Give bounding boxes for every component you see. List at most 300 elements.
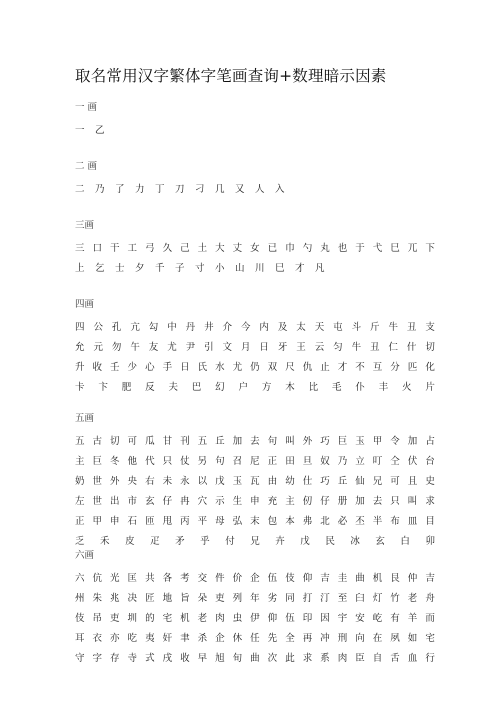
character-row xyxy=(75,492,435,512)
character: 乏 xyxy=(75,536,85,547)
character: 瓦 xyxy=(250,476,260,487)
character: 旨 xyxy=(180,593,190,604)
character: 肉 xyxy=(337,653,348,664)
character: 玄 xyxy=(145,496,155,507)
character: 旦 xyxy=(302,456,313,467)
character: 夷 xyxy=(145,633,155,644)
character: 午 xyxy=(130,342,140,353)
character: 仰 xyxy=(302,573,313,584)
character: 另 xyxy=(197,456,208,467)
character: 老 xyxy=(407,593,418,604)
character: 禾 xyxy=(100,536,110,547)
character: 代 xyxy=(145,456,155,467)
character: 夕 xyxy=(135,263,145,274)
section-stroke-1 xyxy=(75,101,435,141)
character: 戊 xyxy=(215,476,225,487)
character: 亦 xyxy=(110,633,120,644)
character: 旬 xyxy=(232,653,243,664)
character: 包 xyxy=(267,516,278,527)
character: 匡 xyxy=(127,573,138,584)
character: 末 xyxy=(250,516,260,527)
character: 决 xyxy=(127,593,138,604)
character: 市 xyxy=(127,496,138,507)
character: 向 xyxy=(355,633,365,644)
character: 羊 xyxy=(407,613,418,624)
character: 先 xyxy=(267,633,278,644)
character: 奶 xyxy=(75,476,85,487)
character: 太 xyxy=(296,322,306,333)
character: 此 xyxy=(285,653,295,664)
character: 允 xyxy=(75,342,85,353)
character: 句 xyxy=(215,456,225,467)
character: 大 xyxy=(215,243,225,254)
character: 仝 xyxy=(390,456,400,467)
character: 久 xyxy=(162,243,173,254)
character: 肉 xyxy=(215,613,225,624)
character: 孔 xyxy=(111,322,122,333)
character: 收 xyxy=(92,362,103,373)
character: 央 xyxy=(127,476,138,487)
character: 可 xyxy=(390,476,400,487)
character-row xyxy=(75,338,435,358)
character: 巾 xyxy=(285,243,295,254)
character: 仲 xyxy=(407,573,418,584)
character: 衣 xyxy=(92,633,103,644)
character: 什 xyxy=(406,342,417,353)
character: 才 xyxy=(295,263,305,274)
character: 牙 xyxy=(277,342,288,353)
character: 机 xyxy=(372,573,383,584)
character: 片 xyxy=(425,382,435,393)
character: 如 xyxy=(407,633,418,644)
character: 乃 xyxy=(337,456,348,467)
character: 天 xyxy=(314,322,325,333)
character: 仔 xyxy=(162,496,173,507)
character: 世 xyxy=(92,496,103,507)
character: 聿 xyxy=(180,633,190,644)
character: 目 xyxy=(425,516,435,527)
character: 肥 xyxy=(121,382,132,393)
character: 口 xyxy=(92,243,103,254)
character: 召 xyxy=(232,456,243,467)
character: 石 xyxy=(127,516,138,527)
character: 友 xyxy=(148,342,159,353)
character: 艮 xyxy=(390,573,400,584)
character: 甲 xyxy=(92,516,103,527)
character: 一 xyxy=(75,125,85,136)
character: 日 xyxy=(259,342,269,353)
character: 仍 xyxy=(250,362,260,373)
character: 外 xyxy=(110,476,120,487)
character: 在 xyxy=(372,633,383,644)
character: 只 xyxy=(390,496,400,507)
character: 卉 xyxy=(275,536,285,547)
character: 幼 xyxy=(285,476,295,487)
character: 五 xyxy=(75,436,85,447)
character-row xyxy=(75,472,435,492)
character: 本 xyxy=(285,516,295,527)
character: 伍 xyxy=(285,613,295,624)
character: 考 xyxy=(180,573,190,584)
character: 四 xyxy=(75,322,85,333)
character: 今 xyxy=(240,322,251,333)
section-stroke-6 xyxy=(75,549,435,669)
character: 入 xyxy=(275,184,285,195)
character: 元 xyxy=(93,342,103,353)
character: 水 xyxy=(215,362,225,373)
character: 王 xyxy=(296,342,306,353)
character: 宇 xyxy=(337,613,348,624)
character: 斤 xyxy=(370,322,380,333)
character: 可 xyxy=(127,436,138,447)
character: 巧 xyxy=(320,436,330,447)
character: 正 xyxy=(267,456,278,467)
character: 干 xyxy=(110,243,120,254)
character: 杀 xyxy=(197,633,208,644)
character: 丙 xyxy=(180,516,190,527)
character: 卡 xyxy=(75,382,85,393)
character: 巴 xyxy=(191,382,202,393)
character: 任 xyxy=(250,633,260,644)
character: 于 xyxy=(355,243,365,254)
character: 勿 xyxy=(111,342,122,353)
character: 吊 xyxy=(92,613,103,624)
character: 生 xyxy=(232,496,243,507)
character: 木 xyxy=(285,382,295,393)
character: 吉 xyxy=(425,573,435,584)
character: 曲 xyxy=(250,653,260,664)
character: 了 xyxy=(115,184,125,195)
character: 系 xyxy=(320,653,330,664)
character: 正 xyxy=(75,516,85,527)
character: 匠 xyxy=(145,593,155,604)
character: 比 xyxy=(308,382,319,393)
character: 化 xyxy=(425,362,435,373)
character: 安 xyxy=(355,613,365,624)
section-stroke-5 xyxy=(75,412,435,552)
character-row xyxy=(75,259,435,279)
character: 丹 xyxy=(185,322,196,333)
character: 叮 xyxy=(372,456,383,467)
character: 三 xyxy=(75,243,85,254)
character: 伏 xyxy=(407,456,418,467)
character: 刑 xyxy=(337,633,348,644)
character-row xyxy=(75,432,435,452)
character: 田 xyxy=(285,456,295,467)
character: 耳 xyxy=(75,633,85,644)
character: 尺 xyxy=(285,362,295,373)
character: 收 xyxy=(180,653,190,664)
character: 兀 xyxy=(407,243,418,254)
section-stroke-2 xyxy=(75,160,435,200)
character: 疋 xyxy=(150,536,160,547)
character: 吏 xyxy=(215,593,225,604)
character: 地 xyxy=(162,593,173,604)
character: 朵 xyxy=(197,593,208,604)
character: 内 xyxy=(259,322,269,333)
character: 皮 xyxy=(125,536,135,547)
character: 以 xyxy=(197,476,208,487)
character: 方 xyxy=(261,382,272,393)
character: 刁 xyxy=(195,184,205,195)
character: 寺 xyxy=(127,653,138,664)
character: 巳 xyxy=(390,243,400,254)
character: 伉 xyxy=(92,573,103,584)
character: 有 xyxy=(390,613,400,624)
character: 舌 xyxy=(390,653,400,664)
character: 自 xyxy=(372,653,383,664)
character: 而 xyxy=(425,613,435,624)
character: 至 xyxy=(337,593,348,604)
section-heading: 六画 xyxy=(75,550,95,561)
character: 井 xyxy=(204,322,214,333)
character: 老 xyxy=(197,613,208,624)
section-stroke-3 xyxy=(75,219,435,279)
character: 伎 xyxy=(75,613,85,624)
character: 双 xyxy=(267,362,278,373)
section-heading: 二 画 xyxy=(75,161,98,172)
character: 日 xyxy=(180,362,190,373)
character: 子 xyxy=(175,263,185,274)
character: 工 xyxy=(127,243,138,254)
character: 灯 xyxy=(372,593,383,604)
character: 吏 xyxy=(110,613,120,624)
character: 人 xyxy=(255,184,265,195)
character: 卞 xyxy=(98,382,108,393)
character: 手 xyxy=(162,362,173,373)
character: 立 xyxy=(355,456,365,467)
character: 弓 xyxy=(145,243,155,254)
character: 小 xyxy=(215,263,225,274)
character: 右 xyxy=(145,476,155,487)
character: 月 xyxy=(240,342,251,353)
character: 白 xyxy=(400,536,410,547)
character: 求 xyxy=(302,653,313,664)
character: 匹 xyxy=(407,362,418,373)
character: 仔 xyxy=(320,496,330,507)
character: 屯 xyxy=(333,322,343,333)
character: 川 xyxy=(255,263,265,274)
character: 冬 xyxy=(110,456,120,467)
character: 冲 xyxy=(320,633,330,644)
character: 全 xyxy=(285,633,295,644)
character: 申 xyxy=(250,496,260,507)
character: 左 xyxy=(75,496,85,507)
character: 戌 xyxy=(162,653,173,664)
character: 仇 xyxy=(302,362,313,373)
character: 文 xyxy=(222,342,233,353)
character: 奴 xyxy=(320,456,330,467)
section-heading: 四画 xyxy=(75,299,95,310)
character: 六 xyxy=(75,573,85,584)
character: 共 xyxy=(145,573,155,584)
character: 守 xyxy=(75,653,85,664)
section-stroke-4 xyxy=(75,298,435,398)
character: 亢 xyxy=(130,322,140,333)
character: 的 xyxy=(145,613,155,624)
character: 次 xyxy=(267,653,278,664)
character: 件 xyxy=(215,573,225,584)
character: 匀 xyxy=(333,342,343,353)
character: 宅 xyxy=(162,613,173,624)
character-row xyxy=(75,180,435,200)
character: 付 xyxy=(225,536,235,547)
character: 土 xyxy=(197,243,208,254)
character-row xyxy=(75,512,435,532)
character: 吉 xyxy=(320,573,330,584)
character: 五 xyxy=(197,436,208,447)
character: 永 xyxy=(180,476,190,487)
character: 出 xyxy=(110,496,120,507)
character: 列 xyxy=(232,593,243,604)
character: 乞 xyxy=(95,263,105,274)
character: 矛 xyxy=(175,536,185,547)
character: 尹 xyxy=(185,342,196,353)
character: 火 xyxy=(402,382,412,393)
character: 寸 xyxy=(195,263,205,274)
character: 句 xyxy=(267,436,278,447)
character-row xyxy=(75,629,435,649)
character: 各 xyxy=(162,573,173,584)
character: 互 xyxy=(372,362,383,373)
character: 舟 xyxy=(425,593,435,604)
character: 山 xyxy=(235,263,245,274)
character: 弋 xyxy=(372,243,383,254)
character: 宅 xyxy=(425,633,435,644)
character: 少 xyxy=(127,362,138,373)
character: 二 xyxy=(75,184,85,195)
character: 切 xyxy=(425,342,435,353)
character: 主 xyxy=(285,496,295,507)
character: 卯 xyxy=(425,536,435,547)
character: 氏 xyxy=(197,362,208,373)
character: 叫 xyxy=(407,496,418,507)
character: 乎 xyxy=(200,536,210,547)
character: 充 xyxy=(267,496,278,507)
character: 丘 xyxy=(215,436,225,447)
character: 由 xyxy=(267,476,278,487)
section-heading: 一 画 xyxy=(75,102,98,113)
character: 已 xyxy=(267,243,278,254)
character: 企 xyxy=(250,573,260,584)
character: 企 xyxy=(215,633,225,644)
character-row xyxy=(75,649,435,669)
character: 汀 xyxy=(320,593,330,604)
character: 半 xyxy=(372,516,383,527)
character: 瓜 xyxy=(145,436,155,447)
character: 尤 xyxy=(232,362,243,373)
character: 他 xyxy=(127,456,138,467)
character: 必 xyxy=(337,516,348,527)
character: 加 xyxy=(232,436,243,447)
character: 台 xyxy=(425,456,435,467)
character: 打 xyxy=(302,593,313,604)
character: 去 xyxy=(372,496,383,507)
character-row xyxy=(75,239,435,259)
character: 巳 xyxy=(275,263,285,274)
character: 夫 xyxy=(168,382,178,393)
character: 仕 xyxy=(302,476,313,487)
character: 虫 xyxy=(232,613,243,624)
character: 及 xyxy=(277,322,288,333)
character: 玉 xyxy=(355,436,365,447)
character: 冉 xyxy=(180,496,190,507)
character-row xyxy=(75,589,435,609)
character: 幻 xyxy=(215,382,225,393)
character: 北 xyxy=(320,516,330,527)
character: 巧 xyxy=(320,476,330,487)
character: 巨 xyxy=(92,456,103,467)
character: 母 xyxy=(215,516,225,527)
character: 云 xyxy=(314,342,325,353)
character: 臼 xyxy=(355,593,365,604)
character: 千 xyxy=(155,263,165,274)
character: 丑 xyxy=(370,342,380,353)
character: 外 xyxy=(302,436,313,447)
character: 户 xyxy=(238,382,249,393)
character: 牛 xyxy=(388,322,398,333)
character: 匝 xyxy=(145,516,155,527)
character: 未 xyxy=(162,476,173,487)
character: 牛 xyxy=(351,342,362,353)
character: 丁 xyxy=(155,184,165,195)
character: 丑 xyxy=(406,322,417,333)
character: 民 xyxy=(325,536,335,547)
character: 甘 xyxy=(162,436,173,447)
character: 几 xyxy=(215,184,225,195)
character-row xyxy=(75,569,435,589)
character: 竹 xyxy=(390,593,400,604)
character: 力 xyxy=(135,184,145,195)
character: 介 xyxy=(222,322,233,333)
character: 仞 xyxy=(302,496,313,507)
character: 凡 xyxy=(315,263,325,274)
character: 同 xyxy=(285,593,295,604)
character: 交 xyxy=(197,573,208,584)
character: 旭 xyxy=(215,653,225,664)
character: 玉 xyxy=(232,476,243,487)
character: 公 xyxy=(93,322,103,333)
character: 伎 xyxy=(285,573,295,584)
character-row xyxy=(75,358,435,378)
character: 仆 xyxy=(355,382,365,393)
character: 行 xyxy=(425,653,435,664)
character: 州 xyxy=(75,593,85,604)
character: 占 xyxy=(425,436,435,447)
character-row xyxy=(75,378,435,398)
character: 价 xyxy=(232,573,243,584)
character: 甩 xyxy=(162,516,173,527)
character: 穴 xyxy=(197,496,208,507)
character: 曲 xyxy=(355,573,365,584)
character: 支 xyxy=(425,322,435,333)
character: 勾 xyxy=(148,322,159,333)
character: 士 xyxy=(115,263,125,274)
character-row xyxy=(75,609,435,629)
character: 兆 xyxy=(110,593,120,604)
character: 去 xyxy=(250,436,260,447)
character: 仙 xyxy=(355,476,365,487)
character: 主 xyxy=(75,456,85,467)
character: 古 xyxy=(92,436,103,447)
character: 只 xyxy=(162,456,173,467)
character: 令 xyxy=(390,436,400,447)
character: 巨 xyxy=(337,436,348,447)
character: 中 xyxy=(167,322,177,333)
character: 劣 xyxy=(267,593,278,604)
character: 夙 xyxy=(390,633,400,644)
character: 式 xyxy=(145,653,155,664)
